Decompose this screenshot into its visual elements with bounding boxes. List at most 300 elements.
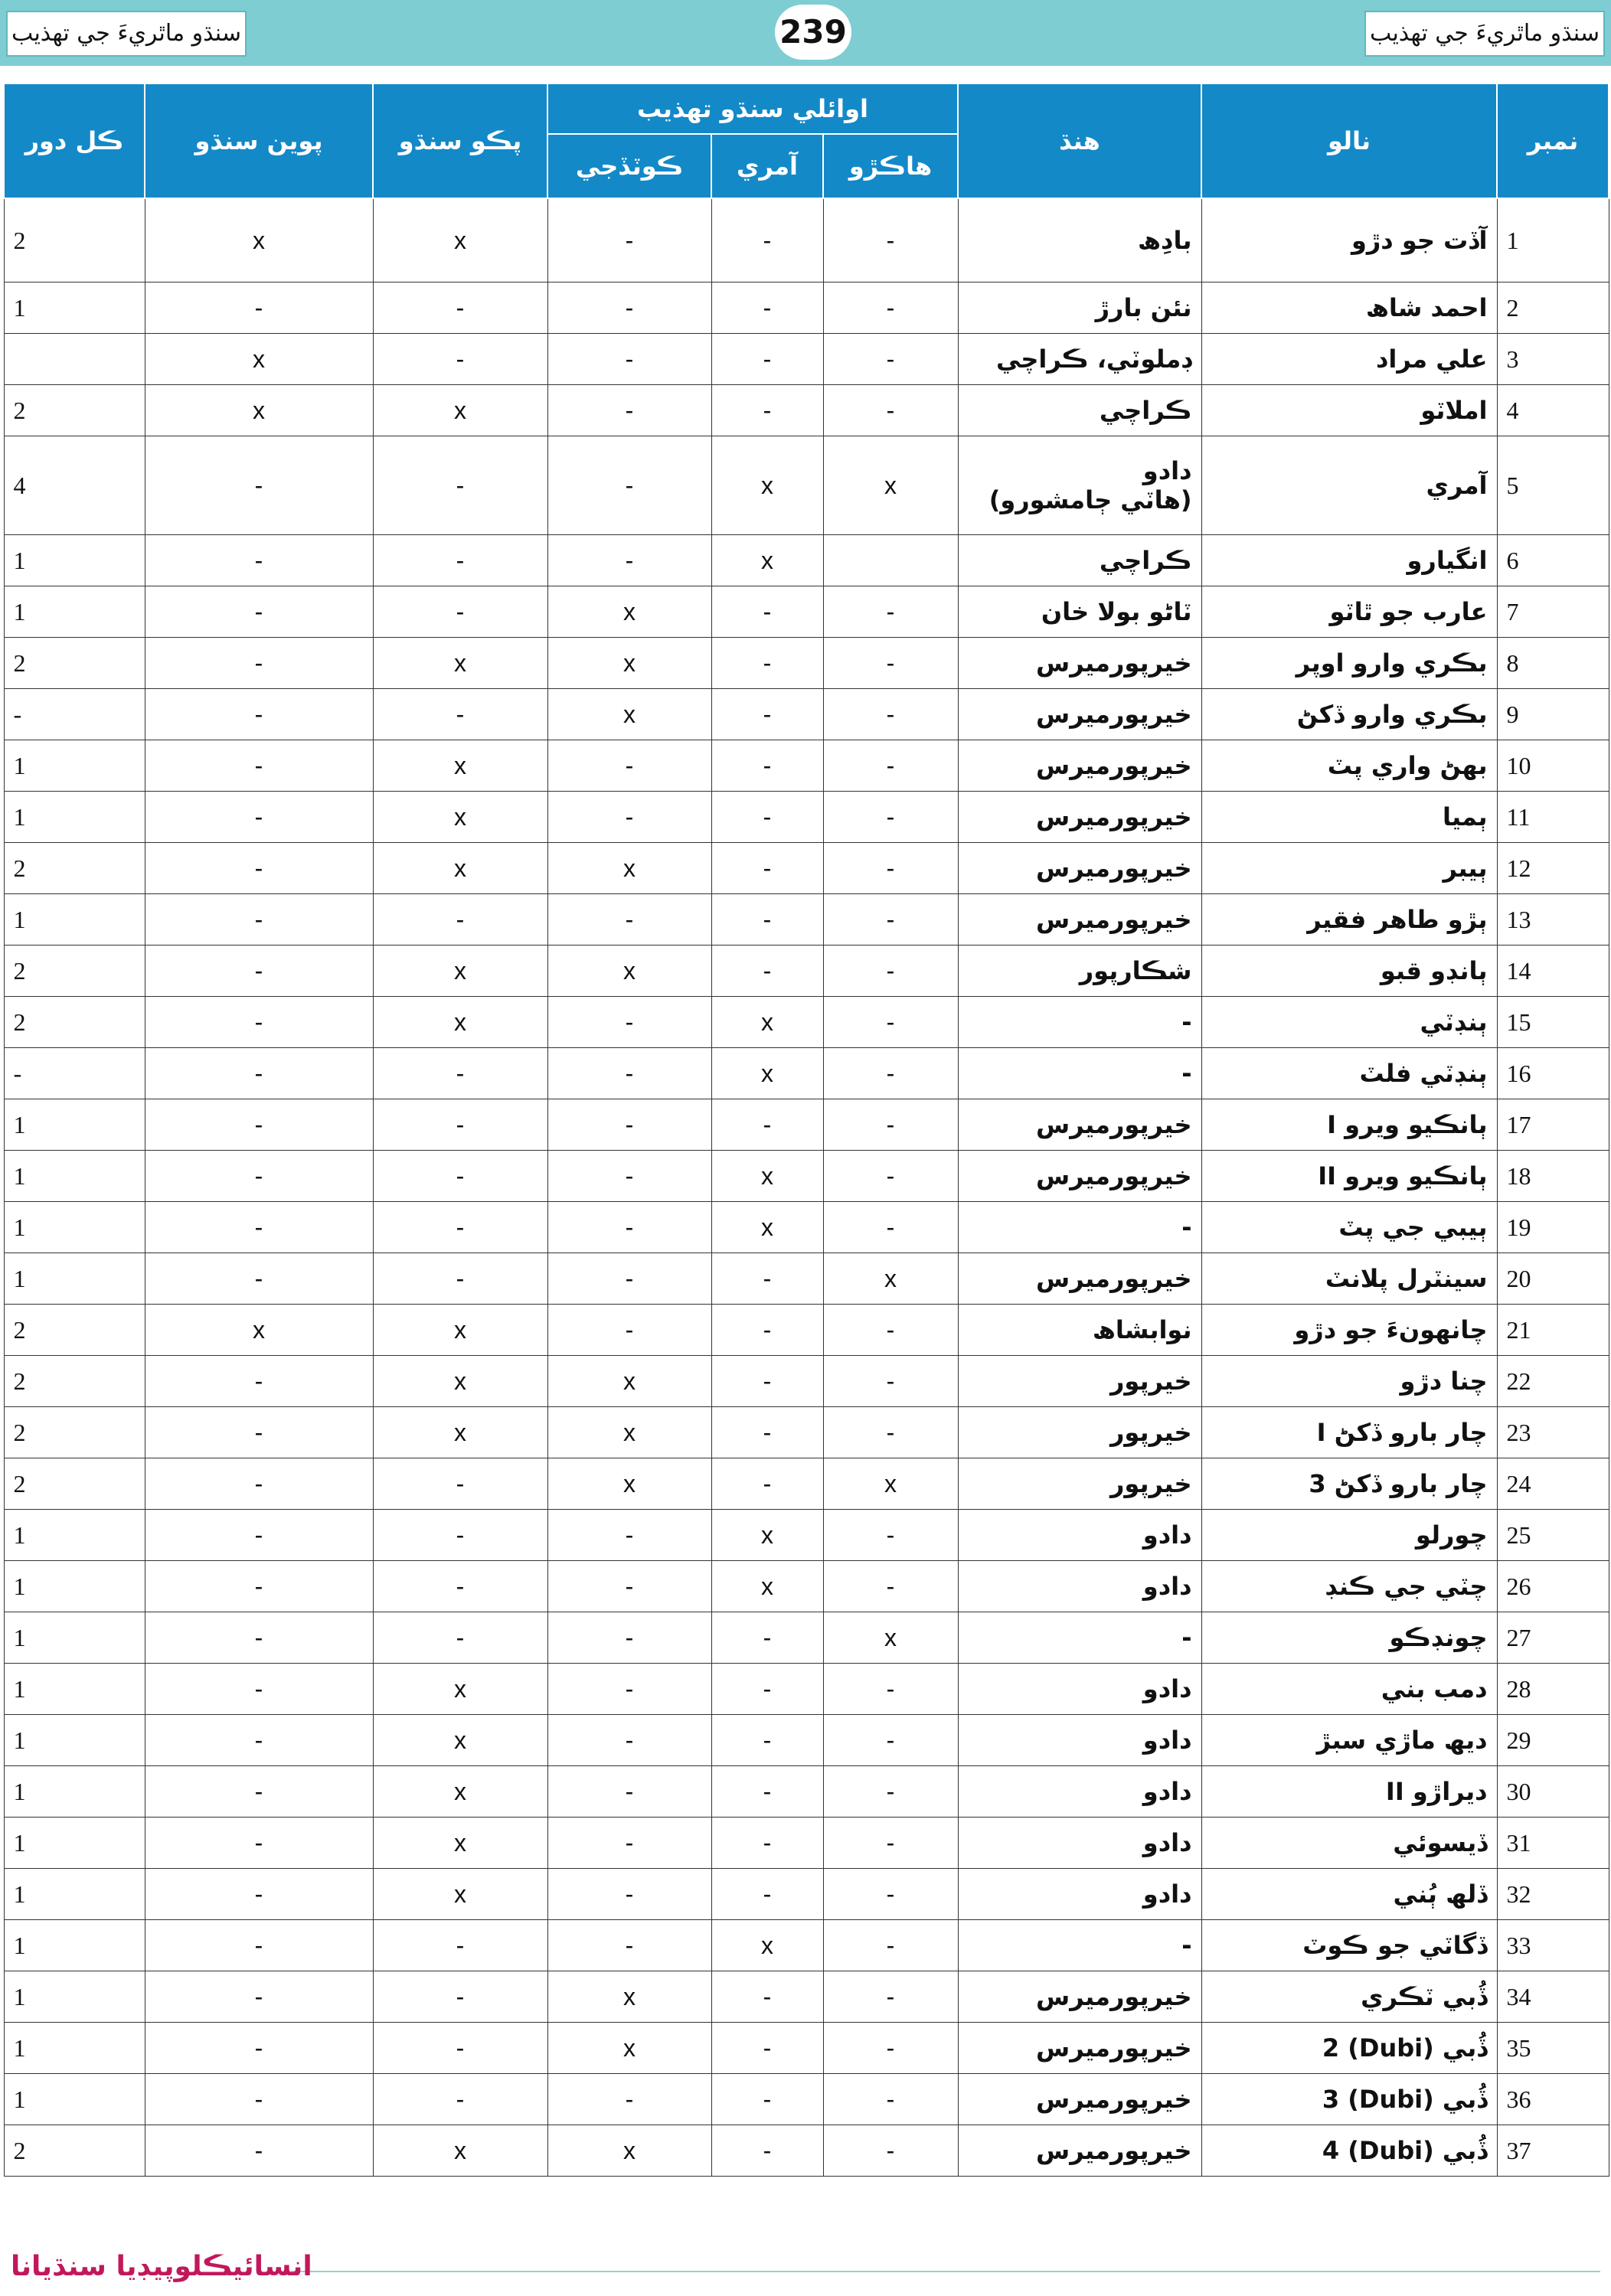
row-amri: - xyxy=(711,198,823,283)
row-district: خيرپورميرس xyxy=(958,1971,1201,2023)
row-amri: - xyxy=(711,1664,823,1715)
row-number: 2 xyxy=(1497,283,1609,334)
row-mature-indus: - xyxy=(373,1202,547,1253)
row-late-indus: - xyxy=(145,1099,373,1151)
row-kotdiji: x xyxy=(547,946,711,997)
footer-rule xyxy=(291,2271,1600,2272)
table-row xyxy=(4,1407,1609,1458)
table-row xyxy=(4,1356,1609,1407)
row-site-name: ٻانڊو قبو xyxy=(1201,946,1497,997)
col-header-hakro: هاڪڙو xyxy=(823,134,958,198)
row-number: 32 xyxy=(1497,1869,1609,1920)
row-site-name: چار بارو ڏکڻ I xyxy=(1201,1407,1497,1458)
row-district: - xyxy=(958,1612,1201,1664)
row-mature-indus: - xyxy=(373,1048,547,1099)
row-site-name: دمب بني xyxy=(1201,1664,1497,1715)
table-row xyxy=(4,586,1609,638)
row-district: خيرپورميرس xyxy=(958,638,1201,689)
row-number: 18 xyxy=(1497,1151,1609,1202)
row-amri: x xyxy=(711,1151,823,1202)
row-site-name: ديراڙو II xyxy=(1201,1766,1497,1818)
row-district: دادو xyxy=(958,1818,1201,1869)
row-late-indus: - xyxy=(145,843,373,894)
row-total: 1 xyxy=(4,1715,145,1766)
row-number: 3 xyxy=(1497,334,1609,385)
row-district: خيرپورميرس xyxy=(958,894,1201,946)
row-number: 33 xyxy=(1497,1920,1609,1971)
row-hakro: - xyxy=(823,2074,958,2125)
row-late-indus: - xyxy=(145,1869,373,1920)
row-kotdiji: x xyxy=(547,843,711,894)
row-hakro: - xyxy=(823,1356,958,1407)
table-row xyxy=(4,1869,1609,1920)
row-amri: - xyxy=(711,1305,823,1356)
row-total: 2 xyxy=(4,2125,145,2177)
row-total: 2 xyxy=(4,638,145,689)
row-number: 12 xyxy=(1497,843,1609,894)
row-kotdiji: - xyxy=(547,1869,711,1920)
row-hakro: - xyxy=(823,334,958,385)
row-total: 1 xyxy=(4,1920,145,1971)
row-late-indus: - xyxy=(145,894,373,946)
row-hakro: - xyxy=(823,385,958,436)
row-late-indus: - xyxy=(145,1151,373,1202)
row-mature-indus: x xyxy=(373,198,547,283)
row-amri: - xyxy=(711,1971,823,2023)
row-kotdiji: - xyxy=(547,1048,711,1099)
row-kotdiji: - xyxy=(547,997,711,1048)
row-site-name: ٻنڊٽي xyxy=(1201,997,1497,1048)
row-number: 5 xyxy=(1497,436,1609,535)
row-kotdiji: - xyxy=(547,535,711,586)
row-amri: - xyxy=(711,689,823,740)
row-site-name: بھڻ واري پٽ xyxy=(1201,740,1497,792)
row-district: خيرپور xyxy=(958,1356,1201,1407)
row-late-indus: - xyxy=(145,1920,373,1971)
row-district xyxy=(958,436,1201,535)
row-amri: x xyxy=(711,1510,823,1561)
row-number: 31 xyxy=(1497,1818,1609,1869)
row-district: ڪراچي xyxy=(958,535,1201,586)
row-number: 29 xyxy=(1497,1715,1609,1766)
row-kotdiji: x xyxy=(547,586,711,638)
row-district: - xyxy=(958,1202,1201,1253)
row-hakro: - xyxy=(823,198,958,283)
row-district: خيرپور xyxy=(958,1458,1201,1510)
row-number: 22 xyxy=(1497,1356,1609,1407)
row-number: 37 xyxy=(1497,2125,1609,2177)
table-row xyxy=(4,535,1609,586)
row-mature-indus: - xyxy=(373,1510,547,1561)
row-site-name: عارب جو ٿاٽو xyxy=(1201,586,1497,638)
row-amri: - xyxy=(711,1612,823,1664)
row-total: - xyxy=(4,689,145,740)
row-site-name: ڏلھ ٻُني xyxy=(1201,1869,1497,1920)
table-row xyxy=(4,2074,1609,2125)
row-district: دادو xyxy=(958,1869,1201,1920)
row-kotdiji: - xyxy=(547,792,711,843)
row-number: 27 xyxy=(1497,1612,1609,1664)
row-late-indus: - xyxy=(145,1612,373,1664)
table-row xyxy=(4,740,1609,792)
row-number: 20 xyxy=(1497,1253,1609,1305)
row-district: خيرپورميرس xyxy=(958,1253,1201,1305)
row-total: 1 xyxy=(4,1869,145,1920)
row-total: 1 xyxy=(4,535,145,586)
row-total: 1 xyxy=(4,1766,145,1818)
row-kotdiji: - xyxy=(547,740,711,792)
row-kotdiji: - xyxy=(547,198,711,283)
col-header-late-indus: پوين سنڌو xyxy=(145,83,373,198)
row-site-name: ڏگاٽي جو ڪوٽ xyxy=(1201,1920,1497,1971)
row-district: خيرپور xyxy=(958,1407,1201,1458)
row-total: 1 xyxy=(4,1561,145,1612)
row-hakro: - xyxy=(823,1766,958,1818)
col-header-kotdiji: ڪوٽڏجي xyxy=(547,134,711,198)
row-total: 1 xyxy=(4,1202,145,1253)
row-mature-indus: x xyxy=(373,843,547,894)
row-mature-indus: x xyxy=(373,1766,547,1818)
row-kotdiji: - xyxy=(547,1818,711,1869)
row-hakro: - xyxy=(823,1869,958,1920)
row-total: 1 xyxy=(4,1664,145,1715)
row-amri: - xyxy=(711,1458,823,1510)
row-mature-indus: x xyxy=(373,1818,547,1869)
row-hakro: - xyxy=(823,997,958,1048)
row-number: 26 xyxy=(1497,1561,1609,1612)
row-amri: - xyxy=(711,792,823,843)
row-number: 6 xyxy=(1497,535,1609,586)
row-amri: - xyxy=(711,2074,823,2125)
table-row xyxy=(4,1920,1609,1971)
row-number: 8 xyxy=(1497,638,1609,689)
row-mature-indus: x xyxy=(373,1869,547,1920)
row-total: 1 xyxy=(4,740,145,792)
row-number: 36 xyxy=(1497,2074,1609,2125)
row-late-indus: - xyxy=(145,1561,373,1612)
row-amri: - xyxy=(711,1818,823,1869)
row-mature-indus: - xyxy=(373,334,547,385)
row-kotdiji: - xyxy=(547,1664,711,1715)
row-total: 1 xyxy=(4,1510,145,1561)
row-total: 1 xyxy=(4,792,145,843)
row-late-indus: x xyxy=(145,334,373,385)
table-body xyxy=(4,198,1609,2177)
row-hakro: - xyxy=(823,2023,958,2074)
row-amri: - xyxy=(711,334,823,385)
row-district: خيرپورميرس xyxy=(958,843,1201,894)
table-row xyxy=(4,1561,1609,1612)
row-late-indus: - xyxy=(145,1818,373,1869)
row-hakro: - xyxy=(823,283,958,334)
table-row xyxy=(4,2125,1609,2177)
running-title-left: سنڌو ماٿريءَ جي تهذيب xyxy=(6,11,247,57)
row-total: 1 xyxy=(4,2074,145,2125)
row-late-indus: - xyxy=(145,2125,373,2177)
row-late-indus: - xyxy=(145,1407,373,1458)
running-title-right: سنڌو ماٿريءَ جي تهذيب xyxy=(1364,11,1605,57)
row-mature-indus: x xyxy=(373,1715,547,1766)
row-mature-indus: x xyxy=(373,1356,547,1407)
row-district-line1: دادو xyxy=(1142,456,1192,485)
row-late-indus: - xyxy=(145,1356,373,1407)
row-amri: x xyxy=(711,1202,823,1253)
row-site-name: ٻڙو طاھر فقير xyxy=(1201,894,1497,946)
row-site-name: علي مراد xyxy=(1201,334,1497,385)
row-site-name: ڏيسوئي xyxy=(1201,1818,1497,1869)
row-amri: - xyxy=(711,740,823,792)
row-late-indus: x xyxy=(145,1305,373,1356)
row-mature-indus: - xyxy=(373,1458,547,1510)
row-district: خيرپورميرس xyxy=(958,1099,1201,1151)
row-mature-indus: - xyxy=(373,436,547,535)
page-number: 239 xyxy=(775,5,851,60)
row-number: 9 xyxy=(1497,689,1609,740)
row-mature-indus: - xyxy=(373,1971,547,2023)
row-site-name: سينٽرل پلانٽ xyxy=(1201,1253,1497,1305)
table-row xyxy=(4,436,1609,535)
row-site-name: ٻيبي جي پٽ xyxy=(1201,1202,1497,1253)
row-district: شڪارپور xyxy=(958,946,1201,997)
row-mature-indus: x xyxy=(373,1305,547,1356)
col-header-early-indus: اوائلي سنڌو تهذيب xyxy=(547,83,958,134)
row-site-name: بڪري وارو ڏکڻ xyxy=(1201,689,1497,740)
row-number: 21 xyxy=(1497,1305,1609,1356)
row-total: - xyxy=(4,1048,145,1099)
col-header-district: هنڌ xyxy=(958,83,1201,198)
row-district: خيرپورميرس xyxy=(958,1151,1201,1202)
row-kotdiji: x xyxy=(547,1458,711,1510)
row-district: خيرپورميرس xyxy=(958,792,1201,843)
row-amri: - xyxy=(711,1715,823,1766)
sites-table xyxy=(3,83,1609,2177)
row-kotdiji: - xyxy=(547,283,711,334)
row-number: 28 xyxy=(1497,1664,1609,1715)
row-total: 2 xyxy=(4,1305,145,1356)
row-amri: - xyxy=(711,1869,823,1920)
row-total: 2 xyxy=(4,1356,145,1407)
row-mature-indus: x xyxy=(373,740,547,792)
row-late-indus: - xyxy=(145,792,373,843)
row-amri: - xyxy=(711,1253,823,1305)
row-hakro: - xyxy=(823,1920,958,1971)
row-total: 4 xyxy=(4,436,145,535)
row-number: 1 xyxy=(1497,198,1609,283)
table-row xyxy=(4,1099,1609,1151)
row-late-indus: - xyxy=(145,586,373,638)
row-mature-indus: x xyxy=(373,638,547,689)
row-late-indus: - xyxy=(145,436,373,535)
row-kotdiji: - xyxy=(547,1202,711,1253)
row-hakro: - xyxy=(823,1305,958,1356)
row-late-indus: - xyxy=(145,2023,373,2074)
row-mature-indus: - xyxy=(373,283,547,334)
row-site-name: بڪري وارو اوپر xyxy=(1201,638,1497,689)
row-kotdiji: x xyxy=(547,1971,711,2023)
row-hakro: - xyxy=(823,2125,958,2177)
row-mature-indus: - xyxy=(373,689,547,740)
row-number: 11 xyxy=(1497,792,1609,843)
row-late-indus: - xyxy=(145,946,373,997)
row-total: 2 xyxy=(4,198,145,283)
row-district: - xyxy=(958,997,1201,1048)
table-row xyxy=(4,843,1609,894)
table-row xyxy=(4,689,1609,740)
row-mature-indus: x xyxy=(373,2125,547,2177)
row-kotdiji: - xyxy=(547,1305,711,1356)
row-late-indus: - xyxy=(145,2074,373,2125)
row-hakro: x xyxy=(823,436,958,535)
row-total: 1 xyxy=(4,1612,145,1664)
row-district: ڊملوٽي، ڪراچي xyxy=(958,334,1201,385)
row-mature-indus: - xyxy=(373,2074,547,2125)
row-mature-indus: - xyxy=(373,894,547,946)
row-number: 35 xyxy=(1497,2023,1609,2074)
row-late-indus: - xyxy=(145,689,373,740)
row-hakro: - xyxy=(823,792,958,843)
row-kotdiji: x xyxy=(547,1356,711,1407)
row-late-indus: - xyxy=(145,1202,373,1253)
row-kotdiji: - xyxy=(547,1510,711,1561)
footer-title: انسائيڪلوپيڊيا سنڌيانا xyxy=(11,2251,312,2282)
row-mature-indus: - xyxy=(373,1253,547,1305)
row-kotdiji: - xyxy=(547,1715,711,1766)
row-hakro: - xyxy=(823,1407,958,1458)
row-hakro: - xyxy=(823,1971,958,2023)
row-number: 13 xyxy=(1497,894,1609,946)
row-district: نوابشاھ xyxy=(958,1305,1201,1356)
row-kotdiji: x xyxy=(547,2023,711,2074)
col-header-amri: آمري xyxy=(711,134,823,198)
row-hakro: x xyxy=(823,1253,958,1305)
row-total: 1 xyxy=(4,2023,145,2074)
row-late-indus: - xyxy=(145,1458,373,1510)
row-amri: - xyxy=(711,586,823,638)
row-total: 1 xyxy=(4,1253,145,1305)
table-row xyxy=(4,894,1609,946)
row-total: 2 xyxy=(4,1458,145,1510)
row-site-name: چورلو xyxy=(1201,1510,1497,1561)
row-mature-indus: x xyxy=(373,385,547,436)
row-amri: - xyxy=(711,1356,823,1407)
row-number: 4 xyxy=(1497,385,1609,436)
row-hakro: x xyxy=(823,1458,958,1510)
row-mature-indus: - xyxy=(373,586,547,638)
table-row xyxy=(4,334,1609,385)
table-row xyxy=(4,283,1609,334)
row-number: 24 xyxy=(1497,1458,1609,1510)
row-site-name: ٻميا xyxy=(1201,792,1497,843)
row-hakro: - xyxy=(823,843,958,894)
row-number: 25 xyxy=(1497,1510,1609,1561)
row-kotdiji: - xyxy=(547,436,711,535)
row-site-name: احمد شاھ xyxy=(1201,283,1497,334)
row-hakro: - xyxy=(823,1048,958,1099)
row-district: - xyxy=(958,1920,1201,1971)
row-district: دادو xyxy=(958,1561,1201,1612)
row-amri: x xyxy=(711,1048,823,1099)
row-hakro: - xyxy=(823,1510,958,1561)
row-mature-indus: x xyxy=(373,1407,547,1458)
row-total: 2 xyxy=(4,1407,145,1458)
table-row xyxy=(4,385,1609,436)
row-site-name: ٻانڪيو ويرو II xyxy=(1201,1151,1497,1202)
row-kotdiji: - xyxy=(547,1920,711,1971)
row-amri: x xyxy=(711,997,823,1048)
row-kotdiji: - xyxy=(547,1151,711,1202)
row-late-indus: - xyxy=(145,1253,373,1305)
row-site-name: ڏُبي ٽڪري xyxy=(1201,1971,1497,2023)
row-total: 1 xyxy=(4,586,145,638)
row-amri: - xyxy=(711,2023,823,2074)
table-row xyxy=(4,1664,1609,1715)
row-kotdiji: - xyxy=(547,385,711,436)
row-mature-indus: x xyxy=(373,946,547,997)
row-site-name: چنا دڙو xyxy=(1201,1356,1497,1407)
row-number: 14 xyxy=(1497,946,1609,997)
row-number: 10 xyxy=(1497,740,1609,792)
row-late-indus: x xyxy=(145,385,373,436)
row-amri: - xyxy=(711,894,823,946)
row-number: 15 xyxy=(1497,997,1609,1048)
table-row xyxy=(4,1202,1609,1253)
row-total: 1 xyxy=(4,894,145,946)
row-kotdiji: - xyxy=(547,1099,711,1151)
row-kotdiji: - xyxy=(547,1612,711,1664)
table-row xyxy=(4,1715,1609,1766)
row-late-indus: - xyxy=(145,1510,373,1561)
table-row xyxy=(4,1458,1609,1510)
row-site-name: ڏُبي (Dubi) 3 xyxy=(1201,2074,1497,2125)
row-total: 2 xyxy=(4,843,145,894)
row-number: 7 xyxy=(1497,586,1609,638)
table-row xyxy=(4,946,1609,997)
row-site-name: چانھونءَ جو دڙو xyxy=(1201,1305,1497,1356)
row-late-indus: - xyxy=(145,1048,373,1099)
row-hakro: - xyxy=(823,1151,958,1202)
row-number: 19 xyxy=(1497,1202,1609,1253)
table-row xyxy=(4,1510,1609,1561)
row-total: 1 xyxy=(4,1151,145,1202)
row-number: 23 xyxy=(1497,1407,1609,1458)
row-hakro: x xyxy=(823,1612,958,1664)
row-kotdiji: - xyxy=(547,894,711,946)
row-mature-indus: x xyxy=(373,792,547,843)
row-site-name: چٽي جي ڪنڊ xyxy=(1201,1561,1497,1612)
table-row xyxy=(4,1612,1609,1664)
row-site-name: چار بارو ڏکڻ 3 xyxy=(1201,1458,1497,1510)
row-total: 1 xyxy=(4,1971,145,2023)
row-site-name: ڏُبي (Dubi) 2 xyxy=(1201,2023,1497,2074)
row-late-indus: - xyxy=(145,1715,373,1766)
row-site-name: ٻيبر xyxy=(1201,843,1497,894)
row-site-name: ديھ ماڙي سبڙ xyxy=(1201,1715,1497,1766)
row-district: نئن بارڙ xyxy=(958,283,1201,334)
row-number: 17 xyxy=(1497,1099,1609,1151)
row-site-name: ٻانڪيو ويرو I xyxy=(1201,1099,1497,1151)
row-number: 34 xyxy=(1497,1971,1609,2023)
row-amri: - xyxy=(711,638,823,689)
row-total: 1 xyxy=(4,1818,145,1869)
row-hakro: - xyxy=(823,1099,958,1151)
row-amri: x xyxy=(711,535,823,586)
row-total: 1 xyxy=(4,283,145,334)
row-district: ڪراچي xyxy=(958,385,1201,436)
table-row xyxy=(4,1971,1609,2023)
row-site-name: آڏت جو دڙو xyxy=(1201,198,1497,283)
row-amri: - xyxy=(711,2125,823,2177)
table-row xyxy=(4,1151,1609,1202)
